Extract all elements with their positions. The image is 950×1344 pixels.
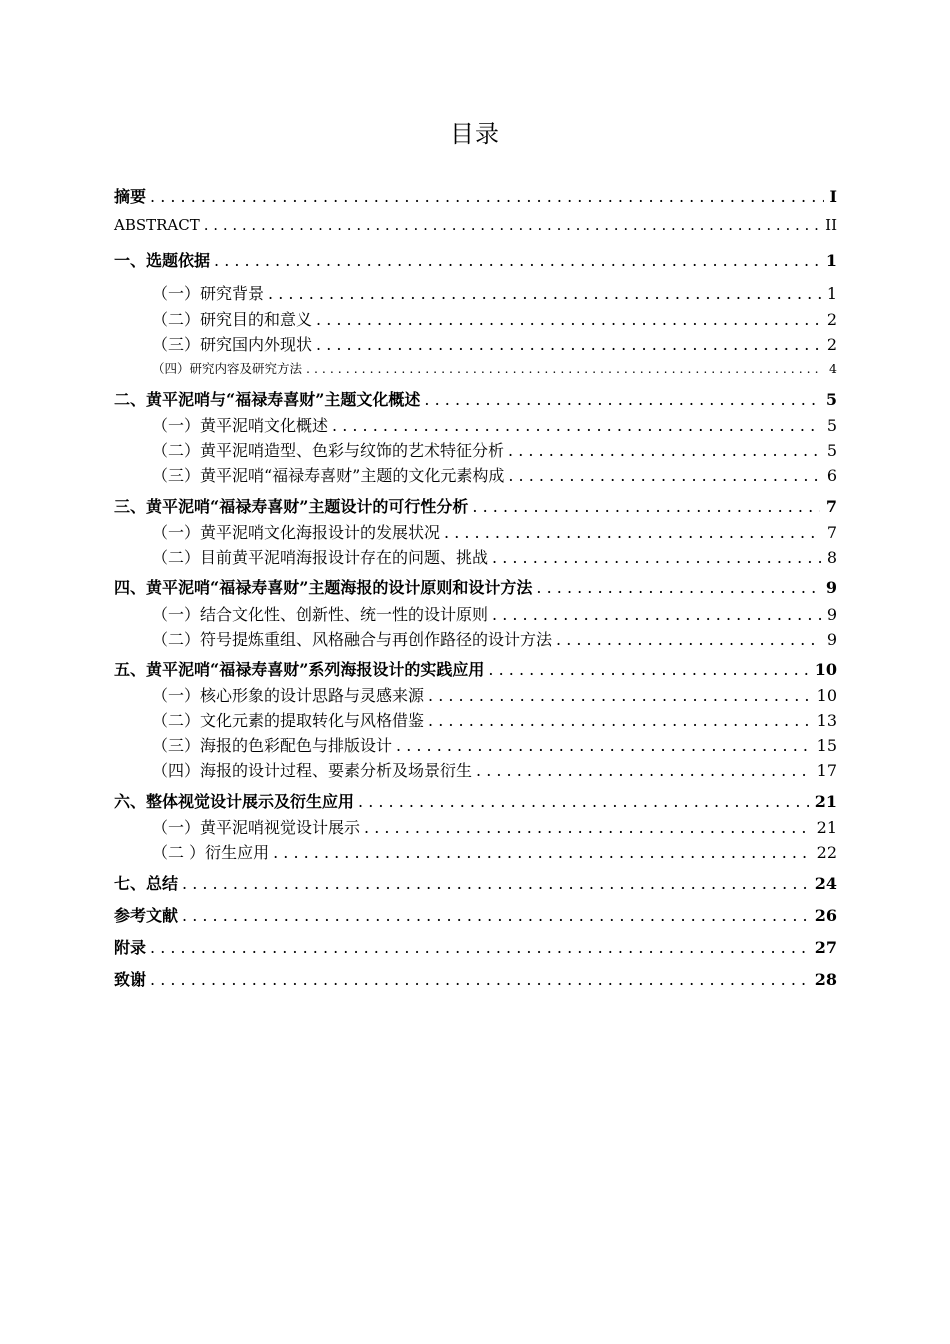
dot-leader [316, 335, 821, 354]
toc-entry-label: （二）黄平泥哨造型、色彩与纹饰的艺术特征分析 [152, 441, 505, 460]
toc-entry-label: （一）黄平泥哨文化概述 [152, 416, 329, 435]
toc-entry-section-5-4[interactable] [152, 758, 837, 782]
toc-entry-page: 26 [814, 906, 837, 925]
toc-entry-label: （二）文化元素的提取转化与风格借鉴 [152, 711, 425, 730]
dot-leader [508, 466, 820, 485]
dot-leader [214, 251, 820, 270]
toc-entry-label: ABSTRACT [114, 216, 200, 234]
toc-entry-page: 7 [825, 497, 837, 516]
toc-entry-label: 附录 [114, 938, 147, 957]
toc-entry-references[interactable] [114, 903, 837, 927]
toc-entry-page: 5 [826, 441, 837, 460]
toc-entry-page: 5 [825, 390, 837, 409]
toc-entry-label: （一）黄平泥哨视觉设计展示 [152, 818, 361, 837]
toc-entry-chapter-4[interactable] [114, 575, 837, 599]
toc-entry-section-3-2[interactable] [152, 545, 837, 569]
toc-entry-abstract-en[interactable] [114, 216, 837, 240]
dot-leader [182, 906, 809, 925]
dot-leader [444, 523, 821, 542]
toc-entry-page: 27 [814, 938, 837, 957]
toc-entry-label: 七、总结 [114, 874, 179, 893]
toc-entry-section-4-1[interactable] [152, 602, 837, 626]
toc-entry-page: 10 [814, 660, 837, 679]
toc-entry-label: 参考文献 [114, 906, 179, 925]
toc-entry-label: （一）结合文化性、创新性、统一性的设计原则 [152, 605, 489, 624]
toc-entry-page: 1 [825, 251, 837, 270]
toc-entry-chapter-2[interactable] [114, 387, 837, 411]
toc-entry-label: （一）研究背景 [152, 284, 265, 303]
toc-entry-section-2-2[interactable] [152, 438, 837, 462]
toc-entry-label: 致谢 [114, 970, 147, 989]
toc-entry-section-1-3[interactable] [152, 332, 837, 356]
toc-entry-label: （三）海报的色彩配色与排版设计 [152, 736, 393, 755]
toc-entry-chapter-6[interactable] [114, 789, 837, 813]
dot-leader [358, 792, 809, 811]
toc-entry-abstract-cn[interactable] [114, 184, 837, 208]
toc-entry-label: 四、黄平泥哨“福禄寿喜财”主题海报的设计原则和设计方法 [114, 578, 533, 597]
toc-entry-section-6-2[interactable] [152, 840, 837, 864]
dot-leader [306, 361, 823, 376]
toc-entry-page: 2 [826, 335, 837, 354]
toc-entry-page: 28 [814, 970, 837, 989]
toc-entry-page: 22 [816, 843, 837, 862]
toc-entry-label: （二）符号提炼重组、风格融合与再创作路径的设计方法 [152, 630, 553, 649]
dot-leader [492, 605, 821, 624]
toc-entry-label: （四）海报的设计过程、要素分析及场景衍生 [152, 761, 473, 780]
dot-leader [476, 761, 811, 780]
toc-entry-chapter-1[interactable] [114, 248, 837, 272]
toc-entry-section-2-3[interactable] [152, 463, 837, 487]
toc-entry-page: II [825, 216, 837, 234]
toc-entry-page: 17 [816, 761, 837, 780]
dot-leader [364, 818, 811, 837]
toc-entry-page: I [829, 187, 837, 206]
toc-entry-page: 5 [826, 416, 837, 435]
toc-entry-label: （四）研究内容及研究方法 [152, 361, 303, 376]
toc-entry-page: 8 [826, 548, 837, 567]
toc-entry-label: （三）研究国内外现状 [152, 335, 313, 354]
dot-leader [472, 497, 819, 516]
toc-entry-label: 五、黄平泥哨“福禄寿喜财”系列海报设计的实践应用 [114, 660, 485, 679]
toc-entry-page: 4 [829, 361, 837, 376]
dot-leader [428, 711, 811, 730]
toc-entry-section-5-3[interactable] [152, 733, 837, 757]
toc-entry-page: 15 [816, 736, 837, 755]
toc-entry-page: 24 [814, 874, 837, 893]
page-title: 目录 [450, 120, 500, 148]
toc-entry-label: 二、黄平泥哨与“福禄寿喜财”主题文化概述 [114, 390, 421, 409]
toc-entry-label: 摘要 [114, 187, 147, 206]
dot-leader [150, 187, 824, 206]
dot-leader [492, 548, 821, 567]
toc-entry-label: （二）研究目的和意义 [152, 310, 313, 329]
toc-entry-section-2-1[interactable] [152, 413, 837, 437]
toc-entry-page: 13 [816, 711, 837, 730]
dot-leader [316, 310, 821, 329]
dot-leader [150, 970, 809, 989]
toc-entry-chapter-7[interactable] [114, 871, 837, 895]
toc-entry-label: 六、整体视觉设计展示及衍生应用 [114, 792, 355, 811]
toc-entry-page: 9 [826, 630, 837, 649]
toc-entry-page: 21 [816, 818, 837, 837]
toc-entry-page: 7 [826, 523, 837, 542]
dot-leader [182, 874, 809, 893]
dot-leader [556, 630, 821, 649]
dot-leader [150, 938, 809, 957]
toc-entry-chapter-3[interactable] [114, 494, 837, 518]
toc-entry-label: （三）黄平泥哨“福禄寿喜财”主题的文化元素构成 [152, 466, 505, 485]
dot-leader [508, 441, 821, 460]
toc-entry-section-5-2[interactable] [152, 708, 837, 732]
toc-entry-appendix[interactable] [114, 935, 837, 959]
toc-entry-label: 三、黄平泥哨“福禄寿喜财”主题设计的可行性分析 [114, 497, 469, 516]
dot-leader [424, 390, 819, 409]
dot-leader [332, 416, 821, 435]
toc-entry-label: （一）核心形象的设计思路与灵感来源 [152, 686, 425, 705]
toc-entry-section-5-1[interactable] [152, 683, 837, 707]
toc-entry-page: 9 [826, 605, 837, 624]
toc-entry-label: （二）目前黄平泥哨海报设计存在的问题、挑战 [152, 548, 489, 567]
toc-entry-page: 9 [825, 578, 837, 597]
dot-leader [488, 660, 808, 679]
dot-leader [273, 843, 811, 862]
dot-leader [204, 216, 819, 234]
toc-entry-section-1-2[interactable] [152, 307, 837, 331]
toc-entry-section-6-1[interactable] [152, 815, 837, 839]
toc-entry-label: （一）黄平泥哨文化海报设计的发展状况 [152, 523, 441, 542]
dot-leader [396, 736, 811, 755]
toc-entry-chapter-5[interactable] [114, 657, 837, 681]
toc-entry-section-1-4[interactable] [152, 359, 837, 383]
toc-entry-section-3-1[interactable] [152, 520, 837, 544]
dot-leader [536, 578, 819, 597]
toc-entry-page: 2 [826, 310, 837, 329]
toc-entry-page: 10 [816, 686, 837, 705]
toc-entry-label: （二 ）衍生应用 [152, 843, 270, 862]
toc-entry-acknowledgements[interactable] [114, 967, 837, 991]
toc-entry-page: 1 [826, 284, 837, 303]
toc-entry-section-4-2[interactable] [152, 627, 837, 651]
toc-entry-section-1-1[interactable] [152, 281, 837, 305]
dot-leader [428, 686, 811, 705]
dot-leader [268, 284, 821, 303]
toc-entry-label: 一、选题依据 [114, 251, 211, 270]
toc-entry-page: 21 [814, 792, 837, 811]
toc-entry-page: 6 [826, 466, 837, 485]
